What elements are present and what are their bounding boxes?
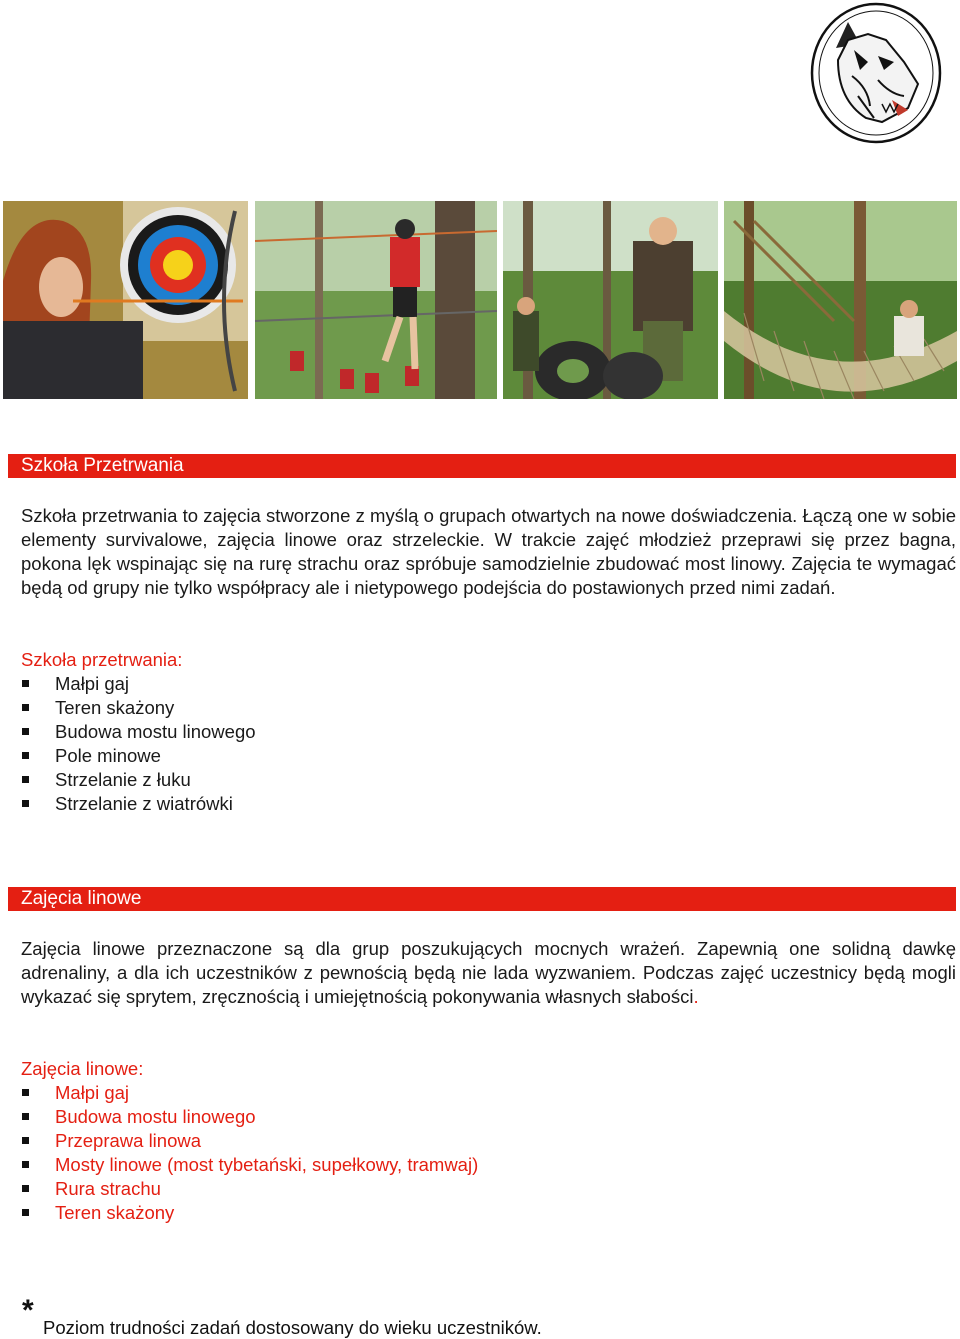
section-header-szkola-przetrwania: Szkoła Przetrwania [8,454,956,478]
bullet-icon [22,1089,29,1096]
list-title: Zajęcia linowe: [21,1058,144,1079]
list-item: Strzelanie z wiatrówki [21,792,256,816]
bullet-icon [22,800,29,807]
rope-list [21,1081,478,1225]
list-item: Strzelanie z łuku [21,768,256,792]
bullet-icon [22,1161,29,1168]
paragraph-text: Szkoła przetrwania to zajęcia stworzone z myślą o grupach otwartych na nowe doświadczenia. Łączą one w sobie elementy survivalowe, zajęcia linowe oraz strzeleckie. W trakcie zajęć młodzież przeprawi się przez bagna, pokona lęk wspinając się na rurę strachu oraz spróbuje samodzielnie zbudować most linowy. [21,505,956,574]
section-paragraph [21,504,956,600]
list-item: Budowa mostu linowego [21,720,256,744]
list-item: Teren skażony [21,1201,478,1225]
rope-course-photo [255,201,497,399]
list-item: Rura strachu [21,1177,478,1201]
section-paragraph [21,937,956,1009]
bullet-icon [22,1113,29,1120]
archery-photo [3,201,248,399]
section-header-zajecia-linowe: Zajęcia linowe [8,887,956,911]
list-item: Małpi gaj [21,672,256,696]
footnote-text: Poziom trudności zadań dostosowany do wieku uczestników. [43,1317,542,1338]
list-item: Teren skażony [21,696,256,720]
footnote [22,1296,722,1336]
black-wolf-logo [808,0,944,146]
tire-swing-photo [503,201,718,399]
asterisk-icon: * [22,1294,34,1327]
rope-net-bridge-photo [724,201,957,399]
paragraph-end: . [693,986,699,1007]
bullet-icon [22,1137,29,1144]
bullet-icon [22,1185,29,1192]
bullet-icon [22,704,29,711]
list-title: Szkoła przetrwania: [21,649,183,670]
bullet-icon [22,776,29,783]
bullet-icon [22,1209,29,1216]
list-item: Mosty linowe (most tybetański, supełkowy, tramwaj) [21,1153,478,1177]
list-item: Budowa mostu linowego [21,1105,478,1129]
bullet-icon [22,752,29,759]
list-item: Przeprawa linowa [21,1129,478,1153]
bullet-icon [22,680,29,687]
paragraph-text: Zajęcia linowe przeznaczone są dla grup poszukujących mocnych wrażeń. Zapewnią one solidną dawkę adrenaliny, a dla ich uczestników z pewnością będą nie lada wyzwaniem. Podczas zajęć uczestnicy będą mogli wykazać się sprytem, zręcznością i umiejętnością pokonywania własnych słabości [21,938,956,1007]
list-item: Małpi gaj [21,1081,478,1105]
paragraph-highlight: Zajęcia te wymagać będą od grupy nie tylko współpracy ale i nietypowego podejścia do postawionych przed nimi zadań. [21,553,957,598]
survival-list [21,672,256,816]
list-item: Pole minowe [21,744,256,768]
bullet-icon [22,728,29,735]
